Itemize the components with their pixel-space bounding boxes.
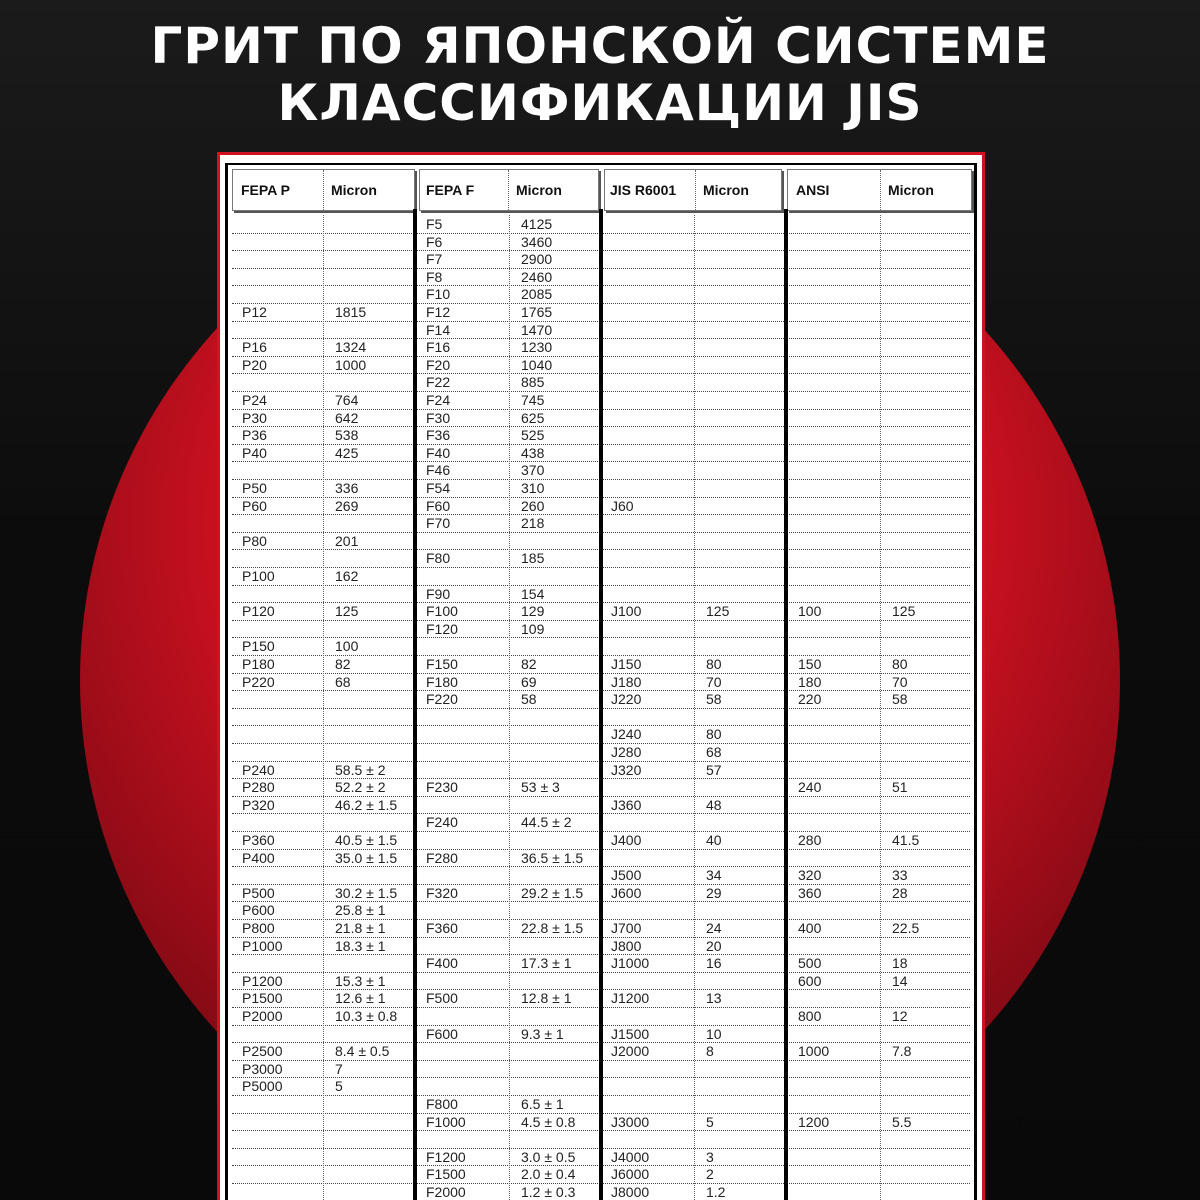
cell-ansi: 150: [798, 656, 822, 672]
cell-fepa-p: P180: [242, 656, 275, 672]
cell-jis: J320: [611, 761, 642, 778]
cell-ansi: 100: [798, 603, 822, 620]
cell-fepa-p: P1500: [242, 990, 283, 1007]
cell-micron-f: 3460: [521, 233, 553, 250]
cell-micron-jis: 34: [706, 867, 722, 884]
cell-fepa-f: F100: [426, 603, 458, 620]
cell-fepa-p: P1000: [242, 937, 283, 954]
cell-fepa-f: F2000: [426, 1184, 466, 1200]
cell-jis: J240: [611, 726, 642, 743]
column-group-jis: [604, 169, 782, 211]
cell-micron-f: 525: [521, 427, 545, 444]
cell-jis: J800: [611, 937, 642, 954]
cell-fepa-f: F600: [426, 1025, 458, 1042]
cell-micron-p: 269: [335, 497, 359, 514]
cell-micron-p: 10.3 ± 0.8: [335, 1008, 398, 1024]
cell-fepa-f: F54: [426, 480, 451, 496]
cell-micron-jis: 20: [706, 937, 722, 954]
cell-micron-p: 68: [335, 673, 351, 690]
cell-ansi: 280: [798, 832, 822, 848]
cell-fepa-f: F30: [426, 409, 451, 426]
cell-fepa-p: P2000: [242, 1008, 283, 1024]
cell-micron-jis: 58: [706, 691, 722, 708]
cell-fepa-p: P12: [242, 304, 267, 320]
header-micron-p: Micron: [331, 182, 377, 198]
cell-micron-jis: 8: [706, 1043, 714, 1060]
cell-fepa-p: P150: [242, 638, 275, 655]
cell-fepa-p: P20: [242, 356, 267, 373]
cell-micron-p: 25.8 ± 1: [335, 902, 386, 919]
cell-micron-p: 58.5 ± 2: [335, 761, 386, 778]
cell-fepa-f: F180: [426, 673, 458, 690]
cell-micron-p: 52.2 ± 2: [335, 779, 386, 796]
column-divider: [509, 215, 510, 1200]
right-border: [974, 163, 977, 1200]
cell-micron-f: 625: [521, 409, 545, 426]
cell-fepa-p: P120: [242, 603, 275, 620]
cell-fepa-p: P400: [242, 849, 275, 866]
cell-micron-p: 5: [335, 1078, 343, 1095]
cell-fepa-p: P5000: [242, 1078, 283, 1095]
cell-fepa-f: F8: [426, 268, 443, 285]
cell-micron-f: 129: [521, 603, 545, 620]
cell-fepa-p: P16: [242, 339, 267, 356]
cell-fepa-f: F1500: [426, 1166, 466, 1183]
cell-micron-jis: 29: [706, 884, 722, 901]
cell-ansi: 240: [798, 779, 822, 796]
cell-fepa-f: F320: [426, 884, 458, 901]
cell-micron-jis: 40: [706, 832, 722, 848]
cell-micron-p: 35.0 ± 1.5: [335, 849, 398, 866]
cell-micron-p: 21.8 ± 1: [335, 920, 386, 936]
cell-jis: J400: [611, 832, 642, 848]
cell-micron-f: 1.2 ± 0.3: [521, 1184, 576, 1200]
cell-micron-jis: 5: [706, 1113, 714, 1130]
cell-micron-f: 109: [521, 620, 545, 637]
cell-jis: J220: [611, 691, 642, 708]
cell-fepa-p: P80: [242, 532, 267, 549]
cell-micron-jis: 48: [706, 796, 722, 813]
cell-jis: J4000: [611, 1148, 650, 1165]
cell-micron-jis: 13: [706, 990, 722, 1007]
cell-micron-jis: 80: [706, 656, 722, 672]
cell-fepa-f: F150: [426, 656, 458, 672]
cell-jis: J280: [611, 744, 642, 760]
cell-jis: J360: [611, 796, 642, 813]
cell-fepa-p: P36: [242, 427, 267, 444]
cell-micron-p: 30.2 ± 1.5: [335, 884, 398, 901]
cell-jis: J180: [611, 673, 642, 690]
cell-fepa-f: F24: [426, 392, 451, 408]
cell-micron-p: 764: [335, 392, 359, 408]
cell-fepa-f: F240: [426, 814, 458, 831]
cell-micron-p: 1815: [335, 304, 367, 320]
cell-fepa-p: P320: [242, 796, 275, 813]
cell-fepa-f: F90: [426, 585, 451, 602]
cell-micron-f: 1470: [521, 321, 553, 338]
cell-fepa-f: F800: [426, 1096, 458, 1112]
cell-micron-ansi: 80: [892, 656, 908, 672]
cell-ansi: 800: [798, 1008, 822, 1024]
cell-micron-f: 29.2 ± 1.5: [521, 884, 584, 901]
cell-micron-f: 44.5 ± 2: [521, 814, 572, 831]
cell-micron-p: 125: [335, 603, 359, 620]
cell-micron-p: 46.2 ± 1.5: [335, 796, 398, 813]
cell-fepa-f: F80: [426, 550, 451, 567]
cell-micron-f: 53 ± 3: [521, 779, 560, 796]
cell-micron-f: 6.5 ± 1: [521, 1096, 564, 1112]
cell-micron-jis: 24: [706, 920, 722, 936]
cell-micron-f: 4.5 ± 0.8: [521, 1113, 576, 1130]
cell-ansi: 1200: [798, 1113, 830, 1130]
cell-jis: J500: [611, 867, 642, 884]
cell-ansi: 500: [798, 955, 822, 972]
cell-micron-ansi: 7.8: [892, 1043, 912, 1060]
cell-micron-f: 1765: [521, 304, 553, 320]
cell-fepa-p: P24: [242, 392, 267, 408]
cell-micron-p: 7: [335, 1060, 343, 1077]
cell-micron-f: 260: [521, 497, 545, 514]
cell-micron-f: 2460: [521, 268, 553, 285]
title-line-2: КЛАССИФИКАЦИИ JIS: [277, 74, 923, 132]
cell-fepa-f: F220: [426, 691, 458, 708]
cell-micron-p: 1324: [335, 339, 367, 356]
cell-ansi: 400: [798, 920, 822, 936]
header-jis: JIS R6001: [610, 182, 677, 198]
title-line-1: ГРИТ ПО ЯПОНСКОЙ СИСТЕМЕ: [150, 17, 1050, 75]
cell-micron-ansi: 125: [892, 603, 916, 620]
header-divider: [695, 170, 697, 210]
cell-fepa-p: P60: [242, 497, 267, 514]
cell-micron-f: 82: [521, 656, 537, 672]
header-fepa-p: FEPA P: [241, 182, 291, 198]
cell-micron-f: 22.8 ± 1.5: [521, 920, 584, 936]
cell-fepa-f: F70: [426, 515, 451, 532]
cell-jis: J3000: [611, 1113, 650, 1130]
cell-jis: J8000: [611, 1184, 650, 1200]
cell-micron-p: 100: [335, 638, 359, 655]
header-ansi: ANSI: [796, 182, 830, 198]
cell-fepa-p: P240: [242, 761, 275, 778]
header-micron-jis: Micron: [703, 182, 749, 198]
cell-fepa-p: P280: [242, 779, 275, 796]
cell-micron-f: 58: [521, 691, 537, 708]
cell-ansi: 1000: [798, 1043, 830, 1060]
cell-micron-ansi: 5.5: [892, 1113, 912, 1130]
cell-micron-p: 82: [335, 656, 351, 672]
cell-micron-ansi: 14: [892, 972, 908, 989]
cell-jis: J2000: [611, 1043, 650, 1060]
cell-micron-f: 9.3 ± 1: [521, 1025, 564, 1042]
cell-fepa-f: F7: [426, 251, 443, 268]
cell-micron-f: 218: [521, 515, 545, 532]
cell-micron-f: 2900: [521, 251, 553, 268]
cell-fepa-f: F36: [426, 427, 451, 444]
cell-jis: J1000: [611, 955, 650, 972]
header-micron-f: Micron: [516, 182, 562, 198]
column-divider: [880, 215, 881, 1200]
cell-fepa-f: F500: [426, 990, 458, 1007]
cell-fepa-p: P30: [242, 409, 267, 426]
cell-fepa-p: P360: [242, 832, 275, 848]
cell-fepa-f: F20: [426, 356, 451, 373]
cell-micron-ansi: 41.5: [892, 832, 920, 848]
group-separator: [413, 209, 417, 1200]
cell-fepa-p: P600: [242, 902, 275, 919]
cell-micron-jis: 125: [706, 603, 730, 620]
cell-micron-p: 12.6 ± 1: [335, 990, 386, 1007]
cell-ansi: 220: [798, 691, 822, 708]
cell-fepa-f: F6: [426, 233, 443, 250]
cell-micron-f: 2.0 ± 0.4: [521, 1166, 576, 1183]
cell-micron-jis: 57: [706, 761, 722, 778]
cell-fepa-p: P800: [242, 920, 275, 936]
header-micron-ansi: Micron: [888, 182, 934, 198]
cell-ansi: 360: [798, 884, 822, 901]
cell-fepa-f: F230: [426, 779, 458, 796]
cell-fepa-f: F40: [426, 444, 451, 461]
cell-micron-f: 745: [521, 392, 545, 408]
column-group-fepa-f: [419, 169, 599, 211]
cell-micron-f: 36.5 ± 1.5: [521, 849, 584, 866]
cell-fepa-p: P2500: [242, 1043, 283, 1060]
cell-ansi: 320: [798, 867, 822, 884]
cell-micron-jis: 68: [706, 744, 722, 760]
cell-jis: J150: [611, 656, 642, 672]
cell-fepa-p: P100: [242, 568, 275, 584]
cell-micron-jis: 10: [706, 1025, 722, 1042]
cell-fepa-f: F14: [426, 321, 451, 338]
cell-fepa-f: F16: [426, 339, 451, 356]
cell-micron-jis: 3: [706, 1148, 714, 1165]
cell-micron-p: 336: [335, 480, 359, 496]
cell-jis: J700: [611, 920, 642, 936]
column-divider: [323, 215, 324, 1200]
cell-fepa-f: F12: [426, 304, 451, 320]
cell-fepa-f: F22: [426, 374, 451, 391]
header-divider: [880, 170, 882, 210]
cell-fepa-f: F1200: [426, 1148, 466, 1165]
header-fepa-f: FEPA F: [426, 182, 475, 198]
header-divider: [508, 170, 510, 210]
cell-fepa-f: F46: [426, 462, 451, 479]
top-rule: [225, 163, 977, 165]
cell-fepa-f: F60: [426, 497, 451, 514]
cell-fepa-f: F5: [426, 216, 443, 232]
cell-fepa-f: F10: [426, 286, 451, 303]
cell-jis: J1500: [611, 1025, 650, 1042]
cell-fepa-p: P50: [242, 480, 267, 496]
cell-micron-ansi: 22.5: [892, 920, 920, 936]
cell-fepa-f: F400: [426, 955, 458, 972]
cell-micron-jis: 16: [706, 955, 722, 972]
cell-jis: J6000: [611, 1166, 650, 1183]
cell-micron-p: 18.3 ± 1: [335, 937, 386, 954]
cell-micron-ansi: 12: [892, 1008, 908, 1024]
cell-fepa-f: F1000: [426, 1113, 466, 1130]
cell-micron-f: 154: [521, 585, 545, 602]
cell-micron-ansi: 18: [892, 955, 908, 972]
cell-jis: J100: [611, 603, 642, 620]
cell-micron-p: 8.4 ± 0.5: [335, 1043, 390, 1060]
cell-fepa-f: F360: [426, 920, 458, 936]
cell-micron-p: 425: [335, 444, 359, 461]
cell-ansi: 180: [798, 673, 822, 690]
cell-jis: J600: [611, 884, 642, 901]
column-divider: [694, 215, 695, 1200]
cell-micron-f: 4125: [521, 216, 553, 232]
cell-micron-f: 2085: [521, 286, 553, 303]
group-separator: [599, 209, 603, 1200]
cell-micron-p: 40.5 ± 1.5: [335, 832, 398, 848]
cell-micron-f: 17.3 ± 1: [521, 955, 572, 972]
cell-micron-ansi: 51: [892, 779, 908, 796]
cell-micron-ansi: 70: [892, 673, 908, 690]
cell-micron-jis: 80: [706, 726, 722, 743]
cell-micron-p: 162: [335, 568, 359, 584]
cell-micron-f: 310: [521, 480, 545, 496]
cell-micron-f: 1230: [521, 339, 553, 356]
grit-table-sheet: [217, 152, 985, 1200]
column-group-ansi: [787, 169, 972, 211]
cell-ansi: 600: [798, 972, 822, 989]
cell-micron-ansi: 33: [892, 867, 908, 884]
header-divider: [323, 170, 325, 210]
cell-micron-f: 12.8 ± 1: [521, 990, 572, 1007]
cell-micron-p: 642: [335, 409, 359, 426]
cell-fepa-p: P500: [242, 884, 275, 901]
cell-micron-f: 69: [521, 673, 537, 690]
cell-micron-f: 370: [521, 462, 545, 479]
cell-fepa-f: F120: [426, 620, 458, 637]
cell-fepa-p: P3000: [242, 1060, 283, 1077]
cell-micron-f: 185: [521, 550, 545, 567]
column-group-fepa-p: [232, 169, 415, 211]
cell-micron-p: 15.3 ± 1: [335, 972, 386, 989]
cell-micron-jis: 1.2: [706, 1184, 726, 1200]
cell-micron-p: 1000: [335, 356, 367, 373]
page-title: [0, 18, 1200, 132]
cell-micron-f: 3.0 ± 0.5: [521, 1148, 576, 1165]
cell-fepa-f: F280: [426, 849, 458, 866]
cell-micron-jis: 2: [706, 1166, 714, 1183]
cell-micron-f: 885: [521, 374, 545, 391]
cell-micron-p: 201: [335, 532, 359, 549]
cell-micron-p: 538: [335, 427, 359, 444]
cell-micron-ansi: 58: [892, 691, 908, 708]
cell-micron-ansi: 28: [892, 884, 908, 901]
cell-fepa-p: P1200: [242, 972, 283, 989]
cell-jis: J1200: [611, 990, 650, 1007]
cell-micron-f: 438: [521, 444, 545, 461]
cell-fepa-p: P220: [242, 673, 275, 690]
cell-jis: J60: [611, 497, 634, 514]
group-separator: [784, 209, 788, 1200]
cell-micron-jis: 70: [706, 673, 722, 690]
cell-micron-f: 1040: [521, 356, 553, 373]
left-border: [225, 163, 228, 1200]
cell-fepa-p: P40: [242, 444, 267, 461]
